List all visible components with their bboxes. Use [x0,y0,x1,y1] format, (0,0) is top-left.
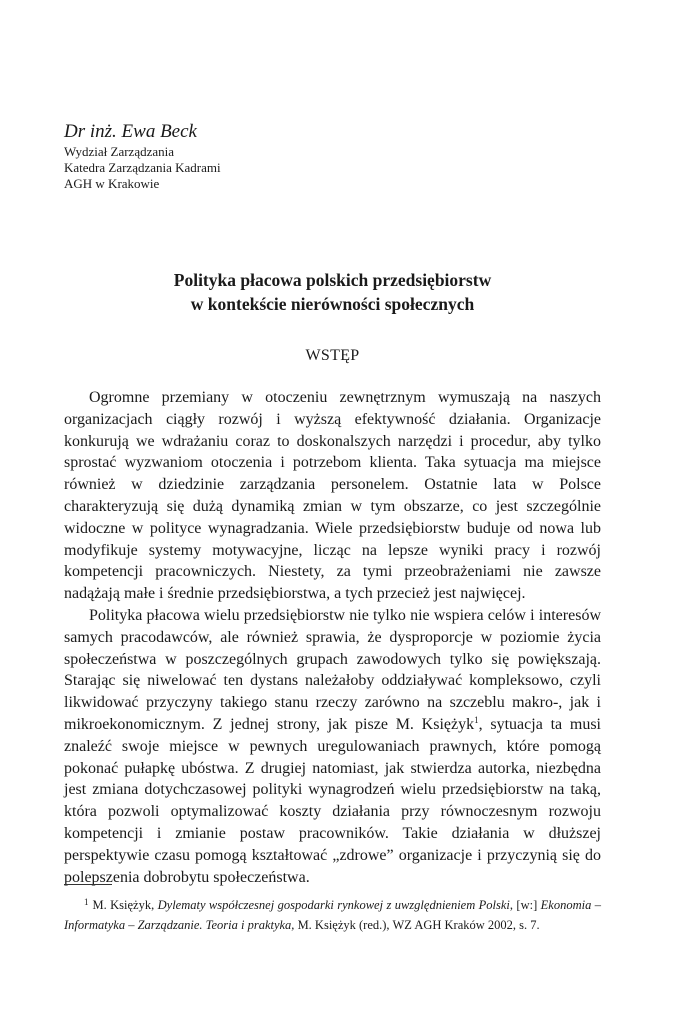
footnote-source: Ekonomia – Informatyka – Zarządzanie. Teoria i praktyka, [64,898,601,932]
affiliation-department: Katedra Zarządzania Kadrami [64,160,221,175]
affiliation-faculty: Wydział Zarządzania [64,144,175,159]
footnote-mid: , [w:] [509,898,541,912]
paragraph-1: Ogromne przemiany w otoczeniu zewnętrznym wymuszają na naszych organizacjach ciągły rozwój i wyższą efektywność działania. Organizacje konkurują we wdrażaniu coraz to doskonalszych narzędzi i procedur, aby tylko sprostać wyzwaniom otoczenia i potrzebom klienta. Taka sytuacja ma miejsce również w dziedzinie zarządzania personelem. Ostatnie lata w Polsce charakteryzują się dużą dynamiką zmian w tym obszarze, co jest szczególnie widoczne w polityce wynagradzania. Wiele przedsiębiorstw buduje od nowa lub modyfikuje systemy motywacyjne, licząc na lepsze wyniki pracy i rozwój kompetencji pracowniczych. Niestety, za tymi przeobrażeniami nie zawsze nadążają małe i średnie przedsiębiorstwa, a tych przecież jest najwięcej. [64,389,601,603]
footnote-number: 1 [84,897,89,907]
article-title-line-2: w kontekście nierówności społecznych [190,294,475,314]
affiliation-university: AGH w Krakowie [64,176,160,191]
footnote-rest: M. Księżyk (red.), WZ AGH Kraków 2002, s. 7. [294,918,540,932]
paragraph-2 [64,605,601,888]
footnote-reference[interactable]: 1 [474,714,479,725]
article-title [64,268,601,316]
footnote-divider [64,884,112,885]
section-heading: WSTĘP [305,347,360,364]
article-title-line-1: Polityka płacowa polskich przedsiębiorstw [173,270,492,290]
paragraph-2-part-1: Polityka płacowa wielu przedsiębiorstw nie tylko nie wspiera celów i interesów samych pracodawców, ale również sprawia, że dysproporcje w poziomie życia społeczeństwa w poszczególnych grupach zawodowych tylko się powiększają. Starając się niwelować ten dystans należałoby oddziaływać kompleksowo, czyli likwidować przyczyny takiego stanu rzeczy zarówno na szczeblu makro-, jak i mikroekonomicznym. Z jednej strony, jak pisze M. Księżyk [64,606,601,733]
author-name: Dr inż. Ewa Beck [64,121,197,142]
footnote-author: M. Księżyk, [92,898,158,912]
paragraph-2-part-2: , sytuacja ta musi znaleźć swoje miejsce w pewnych uregulowaniach prawnych, które pomogą pokonać pułapkę ubóstwa. Z drugiej natomiast, jak stwierdza autorka, niezbędna jest zmiana dotychczasowej polityki wynagrodzeń wielu przedsiębiorstw na taką, która pozwoli optymalizować koszty działania przy równoczesnym rozwoju kompetencji i zmianie postaw pracowników. Takie działania w dłuższej perspektywie czasu pomogą kształtować „zdrowe” organizacje i przyczynią się do polepszenia dobrobytu społeczeństwa. [64,715,602,886]
footnote-title: Dylematy współczesnej gospodarki rynkowej z uwzględnieniem Polski [157,898,510,912]
body-text [64,387,601,888]
footnote-1 [64,892,601,935]
author-block [64,120,601,192]
page-content [64,120,601,888]
